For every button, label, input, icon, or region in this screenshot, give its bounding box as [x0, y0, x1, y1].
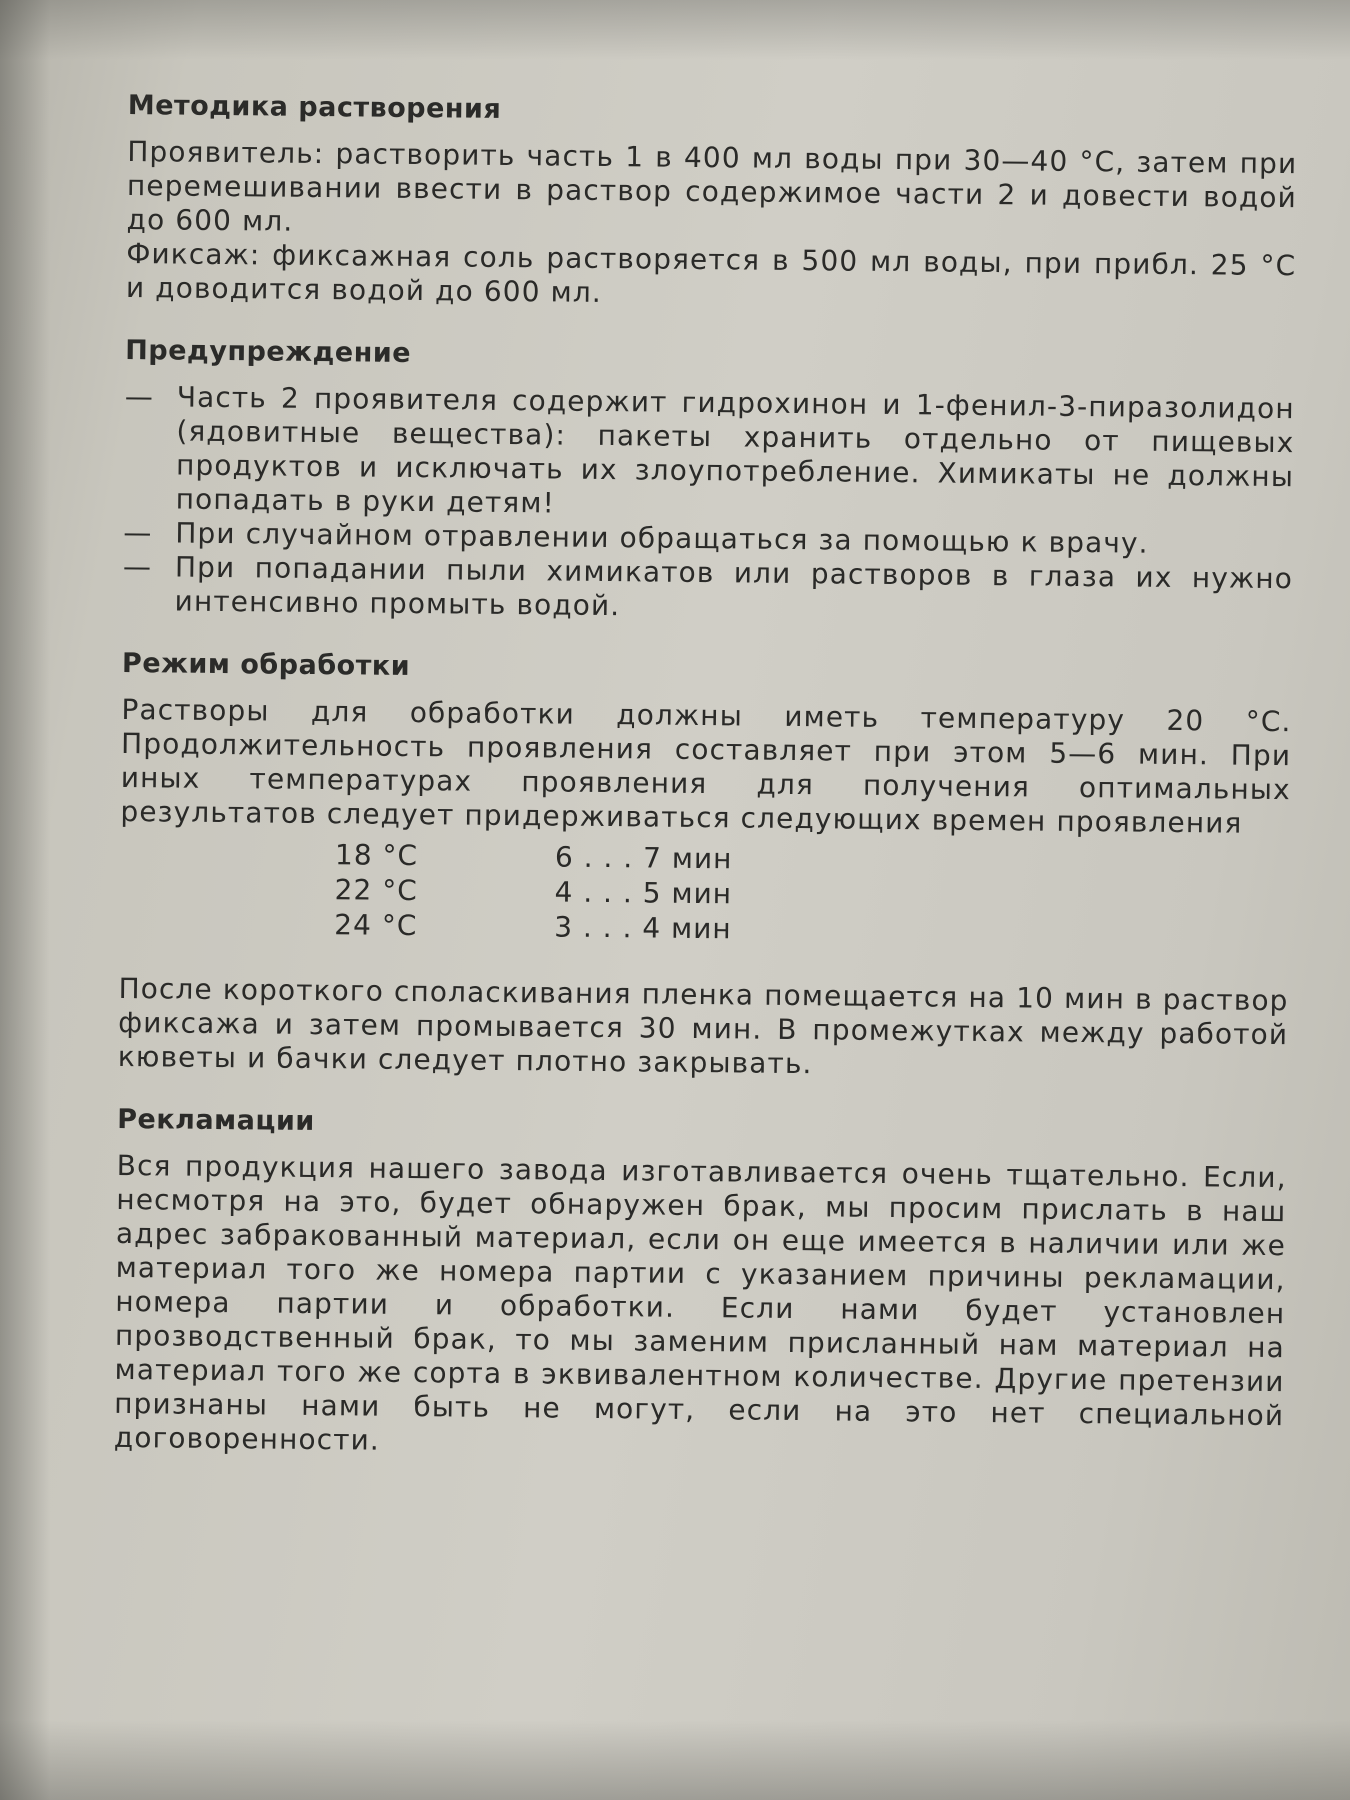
shadow-bottom — [0, 1720, 1350, 1800]
section-claims — [114, 1104, 1288, 1467]
dash-mark: — — [124, 379, 155, 414]
instruction-sheet — [113, 90, 1298, 1497]
temperature-cell: 24 °С — [334, 908, 418, 943]
processing-intro: Растворы для обработки должны иметь температуру 20 °С. Продолжительность проявления составляет при этом 5—6 мин. При иных температурах проявления для получения оптимальных результатов следует придерживаться следующих времен проявления — [120, 692, 1292, 840]
temperature-cell: 18 °С — [334, 838, 419, 873]
dash-mark: — — [122, 549, 153, 584]
warning-item-text: При случайном отравлении обращаться за помощью к врачу. — [175, 516, 1149, 560]
time-cell: 4 . . . 5 мин — [554, 875, 733, 911]
heading-dissolution: Методика растворения — [127, 90, 502, 125]
warning-item — [122, 550, 1293, 630]
developer-text: Проявитель: растворить часть 1 в 400 мл воды при 30—40 °С, затем при перемешивании ввести в раствор содержимое части 2 и довести водой до 600 мл. — [126, 134, 1298, 238]
warning-item-text: При попадании пыли химикатов или растворов в глаза их нужно интенсивно промыть водой. — [174, 550, 1294, 623]
development-times-table — [334, 837, 1290, 952]
warning-item-text: Часть 2 проявителя содержит гидрохинон и 1-фенил-3-пиразолидон (ядовитные вещества): пакеты хранить отдельно от пищевых продуктов и исключать их злоупотребление. Химикаты не должны попадать в руки детям! — [175, 380, 1295, 520]
section-warning — [122, 335, 1295, 630]
claims-text: Вся продукция нашего завода изготавливается очень тщательно. Если, несмотря на это, будет обнаружен брак, мы просим прислать в наш адрес забракованный материал, если он еще имеется в наличии или же материал того же номера партии с указанием причины рекламации, номера партии и обработки. Если нами будет установлен прозводственный брак, то мы заменим присланный нам материал на материал того же сорта в эквивалентном количестве. Другие претензии признаны нами быть не могут, если на это нет специальной договоренности. — [113, 1148, 1287, 1457]
shadow-top — [0, 0, 1350, 60]
temperature-cell: 22 °С — [334, 873, 418, 908]
warning-item — [124, 380, 1295, 528]
heading-warning: Предупреждение — [125, 334, 412, 369]
heading-claims: Рекламации — [117, 1103, 315, 1138]
section-processing — [118, 648, 1292, 1086]
time-cell: 3 . . . 4 мин — [554, 910, 732, 946]
heading-processing: Режим обработки — [121, 647, 411, 682]
time-cell: 6 . . . 7 мин — [554, 840, 733, 876]
section-dissolution — [126, 90, 1298, 317]
shadow-left — [0, 0, 50, 1800]
dash-mark: — — [123, 515, 153, 550]
processing-after: После короткого споласкивания пленка помещается на 10 мин в раствор фиксажа и затем промывается 30 мин. В промежутках между работой кюветы и бачки следует плотно закрывать. — [117, 971, 1289, 1081]
fixer-text: Фиксаж: фиксажная соль растворяется в 500 мл воды, при прибл. 25 °С и доводится водой до 600 мл. — [125, 236, 1297, 309]
